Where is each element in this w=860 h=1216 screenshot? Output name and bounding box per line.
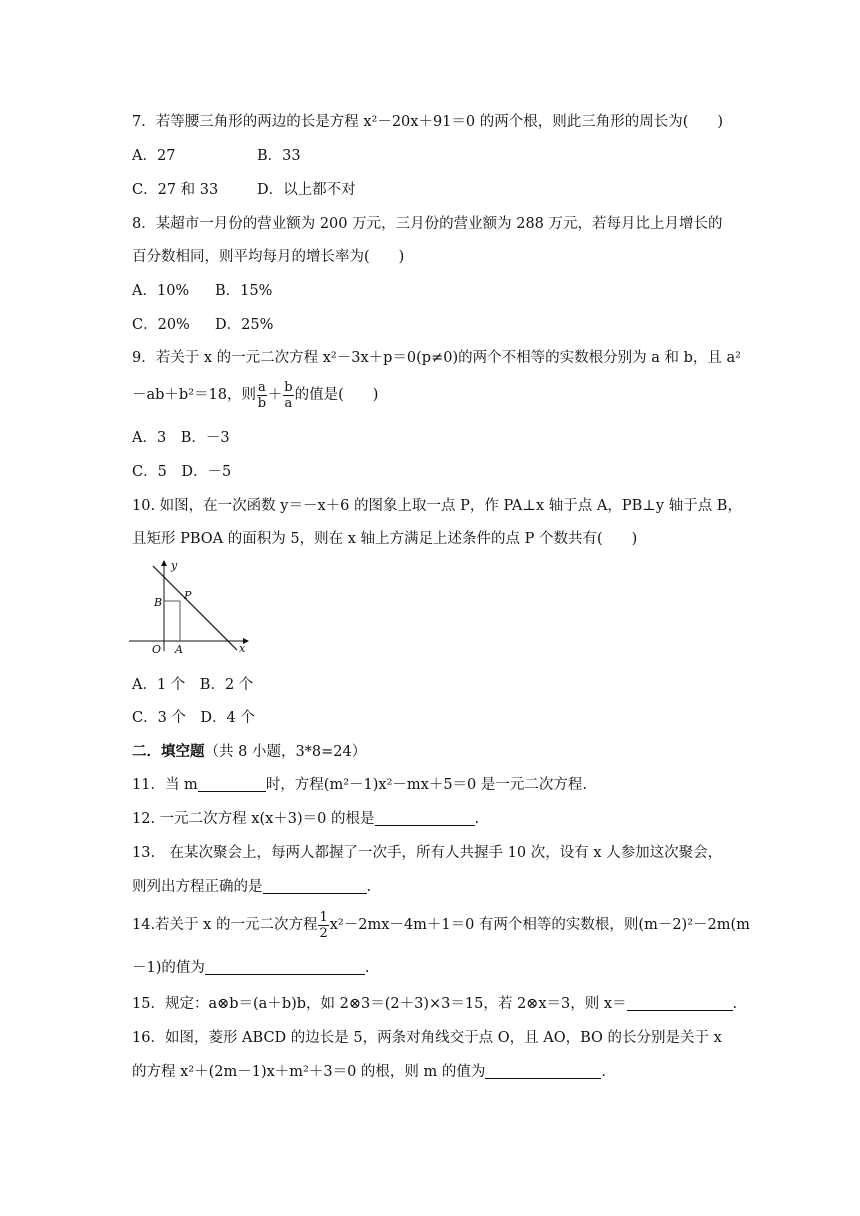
fraction-one-half	[318, 910, 328, 941]
answer-blank[interactable]	[375, 809, 475, 826]
answer-blank[interactable]	[205, 958, 365, 975]
question-7-option-c: C．27 和 33	[132, 182, 219, 198]
question-16-suffix: .	[601, 1064, 606, 1080]
question-14-suffix: x²－2mx－4m＋1＝0 有两个相等的实数根，则(m－2)²－2m(m	[329, 917, 750, 933]
question-7-options-row-2	[132, 180, 356, 200]
question-8-option-b: B．15%	[215, 283, 273, 299]
question-7-option-b: B．33	[257, 148, 301, 164]
fraction-a-over-b	[257, 380, 267, 411]
question-13-suffix: .	[366, 879, 372, 895]
question-12-prefix: 12. 一元二次方程 x(x＋3)＝0 的根是	[132, 811, 375, 827]
fraction-numerator: 1	[319, 909, 328, 925]
question-8-option-c: C．20%	[132, 317, 190, 333]
question-7-option-d: D．以上都不对	[257, 182, 356, 198]
question-11-suffix: 时，方程(m²－1)x²－mx＋5＝0 是一元二次方程.	[265, 777, 587, 793]
question-8-line-2: 百分数相同，则平均每月的增长率为( )	[132, 249, 405, 265]
linear-function-figure	[125, 556, 255, 656]
answer-blank[interactable]	[263, 877, 367, 894]
question-16-line-2	[132, 1062, 606, 1082]
question-9-options-cd: C．5 D．－5	[132, 464, 232, 480]
plus-sign: ＋	[267, 387, 283, 403]
question-8-option-d: D．25%	[215, 317, 274, 333]
question-8-options-row-1	[132, 281, 272, 301]
y-axis-arrow-icon	[161, 560, 167, 566]
point-p-label: P	[184, 589, 192, 602]
question-10-line-2: 且矩形 PBOA 的面积为 5，则在 x 轴上方满足上述条件的点 P 个数共有( )	[132, 531, 638, 547]
question-12	[132, 809, 479, 829]
fraction-denominator: 2	[319, 925, 328, 941]
question-8-option-a: A．10%	[132, 283, 190, 299]
question-10-options-ab: A．1 个 B．2 个	[132, 677, 254, 693]
question-16-line-1: 16．如图，菱形 ABCD 的边长是 5，两条对角线交于点 O，且 AO，BO 的长分别是关于 x	[132, 1030, 722, 1046]
fraction-numerator: a	[257, 379, 266, 395]
origin-label: O	[152, 643, 162, 656]
question-14-prefix: 14.若关于 x 的一元二次方程	[132, 917, 318, 933]
fraction-numerator: b	[284, 379, 293, 395]
question-9-options-ab: A．3 B．－3	[132, 430, 230, 446]
question-14-line-2-prefix: －1)的值为	[132, 960, 205, 976]
question-14-line-2	[132, 958, 370, 978]
question-9-line-2-prefix: －ab＋b²＝18，则	[132, 387, 256, 403]
answer-blank[interactable]	[198, 775, 266, 792]
question-13-line-1: 13. 在某次聚会上，每两人都握了一次手，所有人共握手 10 次，设有 x 人参加这次聚会，	[132, 845, 723, 861]
section-2-note: （共 8 小题，3*8=24）	[204, 744, 367, 760]
section-2-heading	[132, 742, 366, 762]
question-9-line-2	[132, 378, 378, 412]
question-9-line-2-suffix: 的值是( )	[294, 387, 379, 403]
question-14-line-2-suffix: .	[364, 960, 370, 976]
point-b-label: B	[154, 596, 163, 609]
question-12-suffix: .	[474, 811, 480, 827]
question-13-line-2	[132, 877, 371, 897]
fraction-denominator: b	[257, 395, 267, 411]
question-7-option-a: A．27	[132, 148, 176, 164]
x-axis-label: x	[239, 642, 246, 655]
question-8-options-row-2	[132, 315, 273, 335]
question-11	[132, 775, 587, 795]
question-9-line-1: 9．若关于 x 的一元二次方程 x²－3x＋p＝0(p≠0)的两个不相等的实数根分别为 a 和 b，且 a²	[132, 350, 741, 366]
question-11-prefix: 11．当 m	[132, 777, 198, 793]
question-7-options-row-1	[132, 146, 301, 166]
section-2-title: 二．填空题	[132, 743, 205, 760]
y-axis-label: y	[171, 559, 178, 572]
question-14-line-1	[132, 908, 750, 942]
question-8-line-1: 8．某超市一月份的营业额为 200 万元，三月份的营业额为 288 万元，若每月比上月增长的	[132, 216, 723, 232]
question-10-options-cd: C．3 个 D．4 个	[132, 710, 255, 726]
point-a-label: A	[175, 643, 183, 656]
question-15-suffix: .	[732, 996, 738, 1012]
answer-blank[interactable]	[627, 994, 733, 1011]
question-15	[132, 994, 737, 1014]
fraction-denominator: a	[284, 395, 293, 411]
question-13-prefix: 则列出方程正确的是	[132, 879, 263, 895]
fraction-b-over-a	[283, 380, 293, 411]
function-line	[153, 566, 237, 650]
question-15-prefix: 15．规定：a⊗b＝(a＋b)b，如 2⊗3＝(2＋3)×3＝15，若 2⊗x＝3，则 x＝	[132, 996, 627, 1012]
question-16-prefix: 的方程 x²＋(2m－1)x＋m²＋3＝0 的根，则 m 的值为	[132, 1064, 486, 1080]
question-10-line-1: 10. 如图，在一次函数 y＝－x＋6 的图象上取一点 P，作 PA⊥x 轴于点 A，PB⊥y 轴于点 B，	[132, 498, 742, 514]
answer-blank[interactable]	[485, 1062, 601, 1079]
question-7-stem: 7．若等腰三角形的两边的长是方程 x²－20x＋91＝0 的两个根，则此三角形的周长为( )	[132, 114, 724, 130]
